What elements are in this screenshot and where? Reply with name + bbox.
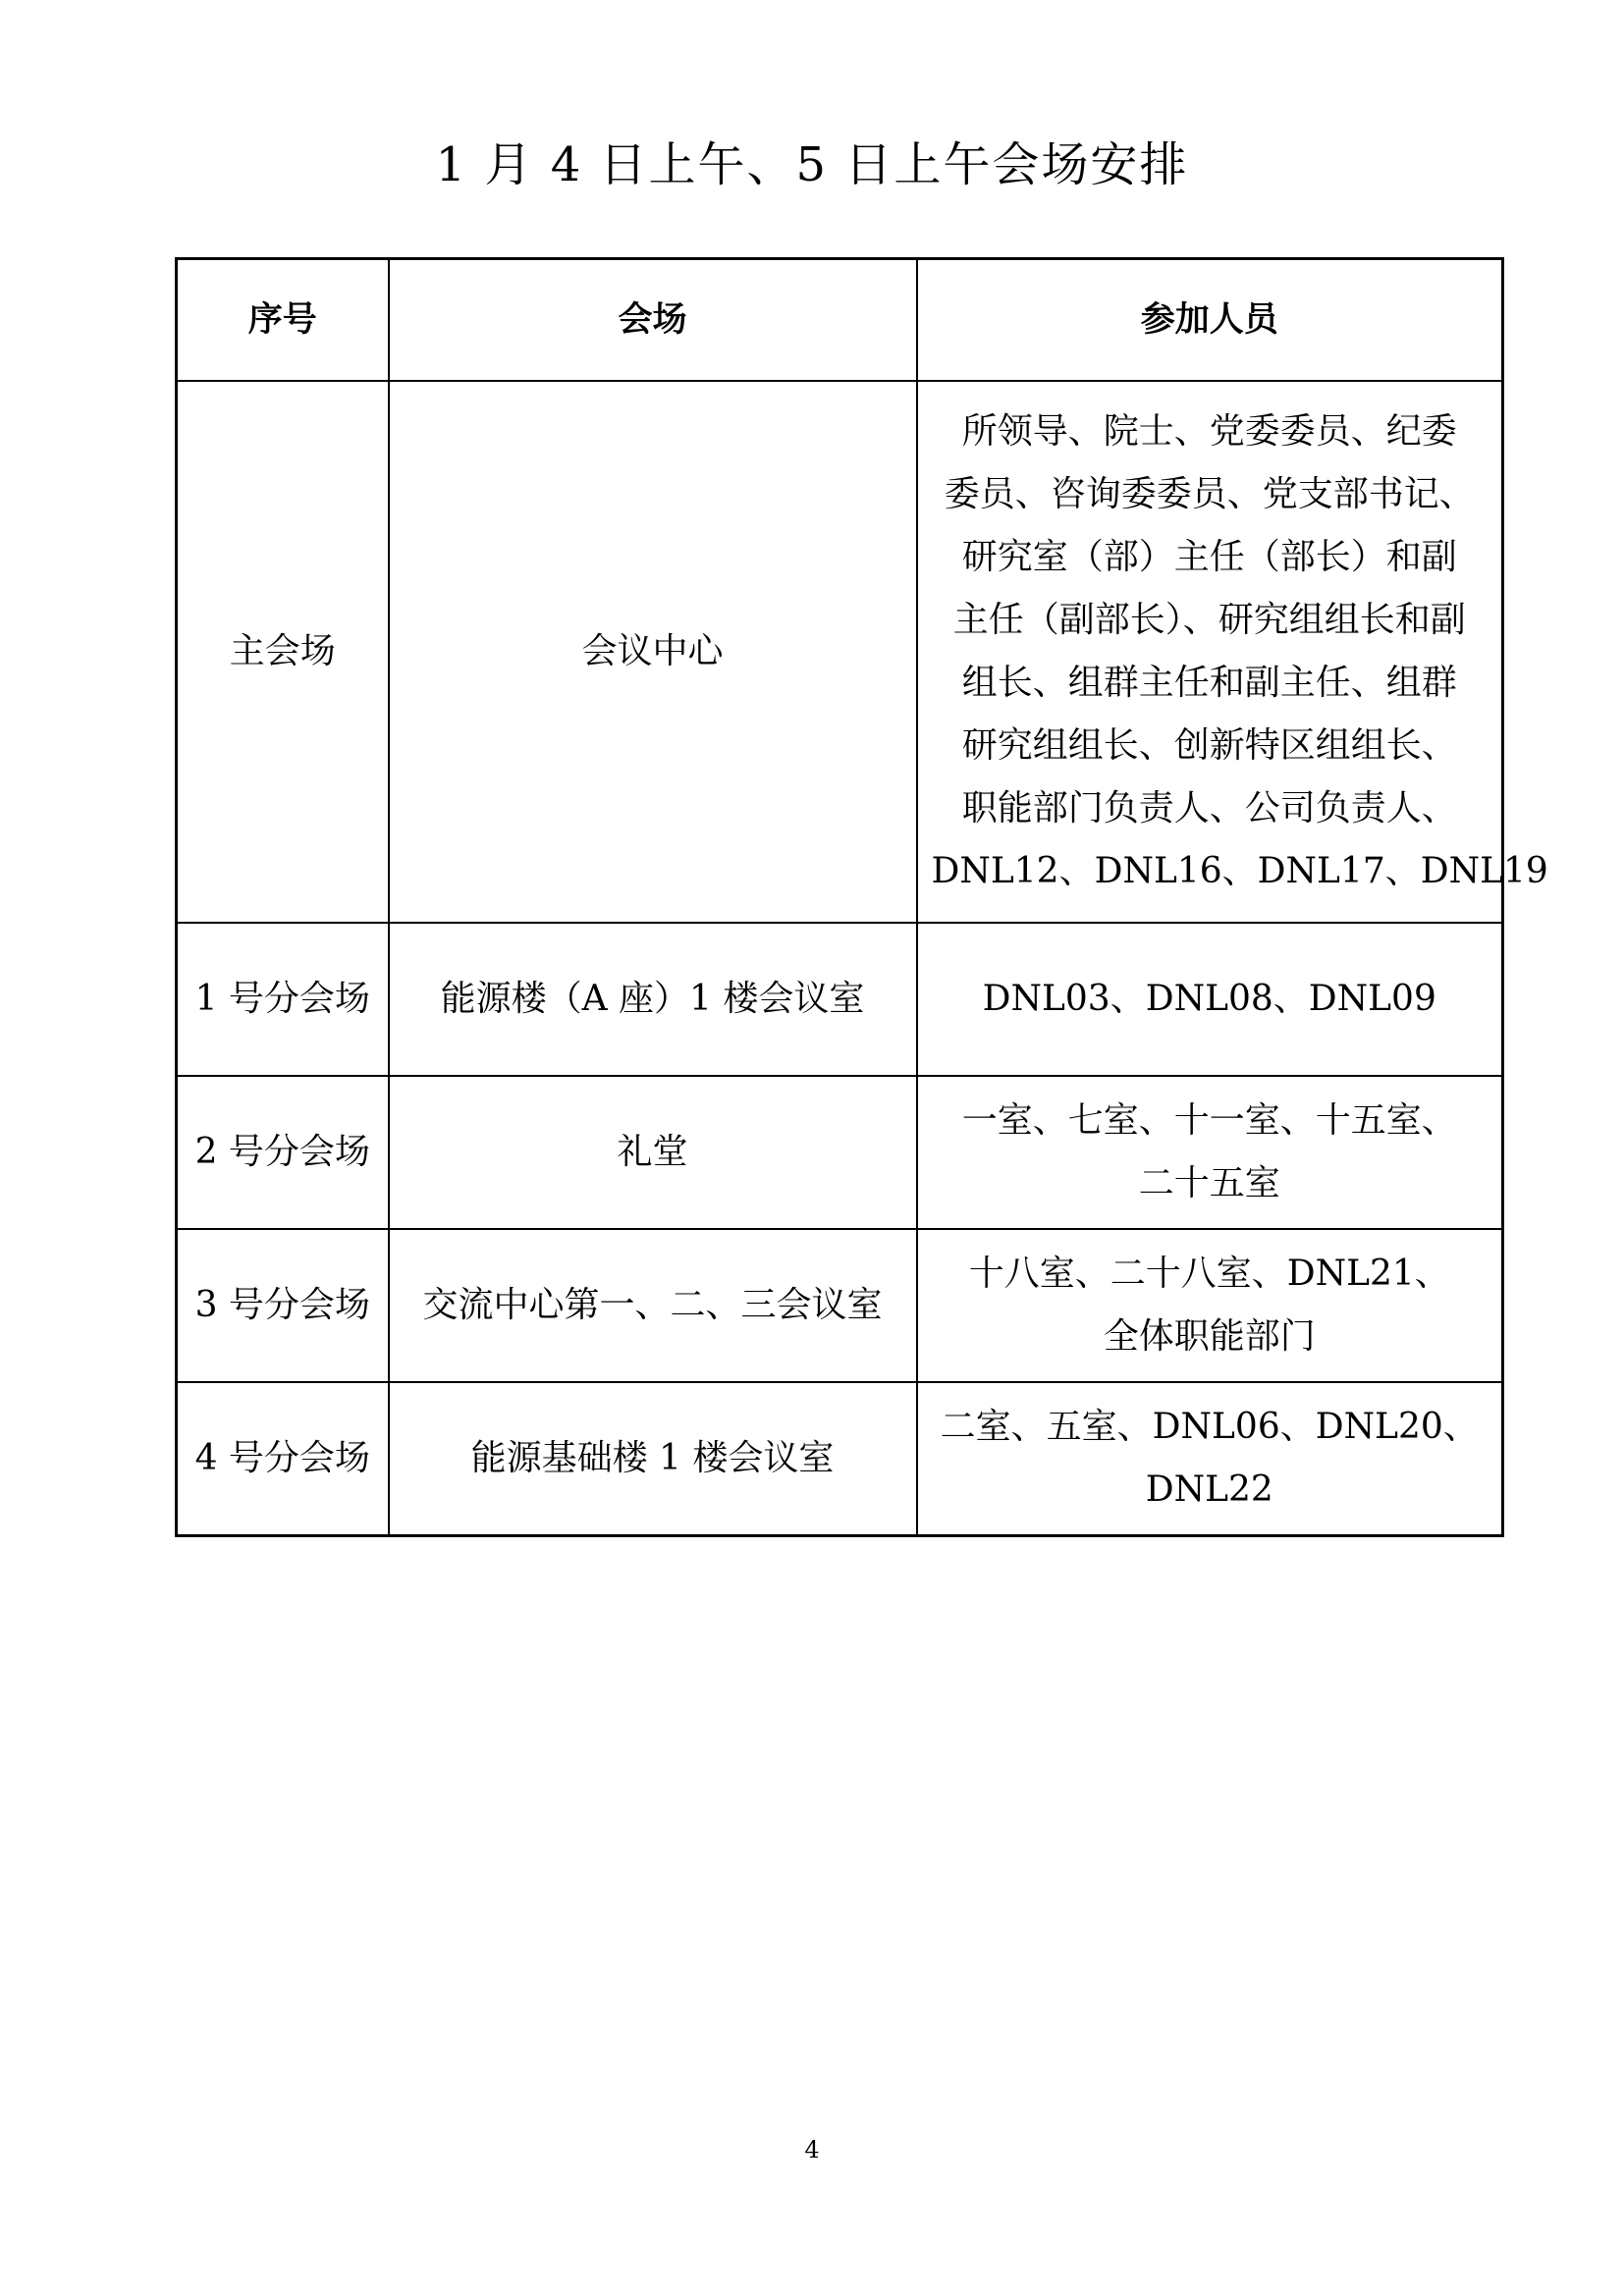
header-venue: 会场	[389, 259, 917, 382]
page-title: 1 月 4 日上午、5 日上午会场安排	[435, 137, 1189, 192]
venue-schedule-table	[175, 257, 1548, 1537]
cell-venue: 能源楼（A 座）1 楼会议室	[389, 923, 917, 1076]
cell-number: 3 号分会场	[177, 1229, 389, 1382]
participants-line: DNL03、DNL08、DNL09	[982, 979, 1436, 1019]
cell-venue: 会议中心	[389, 381, 917, 923]
header-participants: 参加人员	[917, 259, 1503, 382]
cell-participants	[917, 1076, 1503, 1229]
cell-number: 4 号分会场	[177, 1382, 389, 1536]
cell-venue: 交流中心第一、二、三会议室	[389, 1229, 917, 1382]
cell-number: 1 号分会场	[177, 923, 389, 1076]
participants-line: 所领导、院士、党委委员、纪委	[961, 411, 1457, 452]
participants-line: 十八室、二十八室、DNL21、	[968, 1254, 1450, 1294]
cell-participants	[917, 381, 1548, 923]
participants-line: 组长、组群主任和副主任、组群	[961, 663, 1457, 703]
cell-venue: 礼堂	[389, 1076, 917, 1229]
participants-line: 研究组组长、创新特区组组长、	[961, 725, 1457, 766]
cell-participants	[917, 923, 1503, 1076]
participants-line: 委员、咨询委委员、党支部书记、	[944, 474, 1475, 514]
participants-line: 一室、七室、十一室、十五室、	[961, 1100, 1457, 1141]
cell-participants	[917, 1382, 1503, 1536]
participants-line: 全体职能部门	[1103, 1316, 1316, 1357]
table-header-row	[177, 259, 1503, 382]
participants-line: 主任（副部长）、研究组组长和副	[952, 600, 1466, 640]
table-row	[177, 1382, 1503, 1536]
page-number: 4	[804, 2136, 820, 2163]
cell-participants	[917, 1229, 1503, 1382]
table-row	[177, 923, 1503, 1076]
participants-line: DNL12、DNL16、DNL17、DNL19	[931, 851, 1548, 891]
header-number: 序号	[177, 259, 389, 382]
cell-number: 2 号分会场	[177, 1076, 389, 1229]
table-row	[177, 1229, 1503, 1382]
participants-line: DNL22	[1145, 1469, 1273, 1510]
participants-line: 研究室（部）主任（部长）和副	[961, 537, 1457, 577]
cell-venue: 能源基础楼 1 楼会议室	[389, 1382, 917, 1536]
participants-line: 二十五室	[1138, 1163, 1280, 1203]
participants-line: 二室、五室、DNL06、DNL20、	[940, 1407, 1479, 1447]
table-row	[177, 1076, 1503, 1229]
cell-number: 主会场	[177, 381, 389, 923]
table-row	[177, 381, 1503, 923]
participants-line: 职能部门负责人、公司负责人、	[961, 788, 1457, 828]
